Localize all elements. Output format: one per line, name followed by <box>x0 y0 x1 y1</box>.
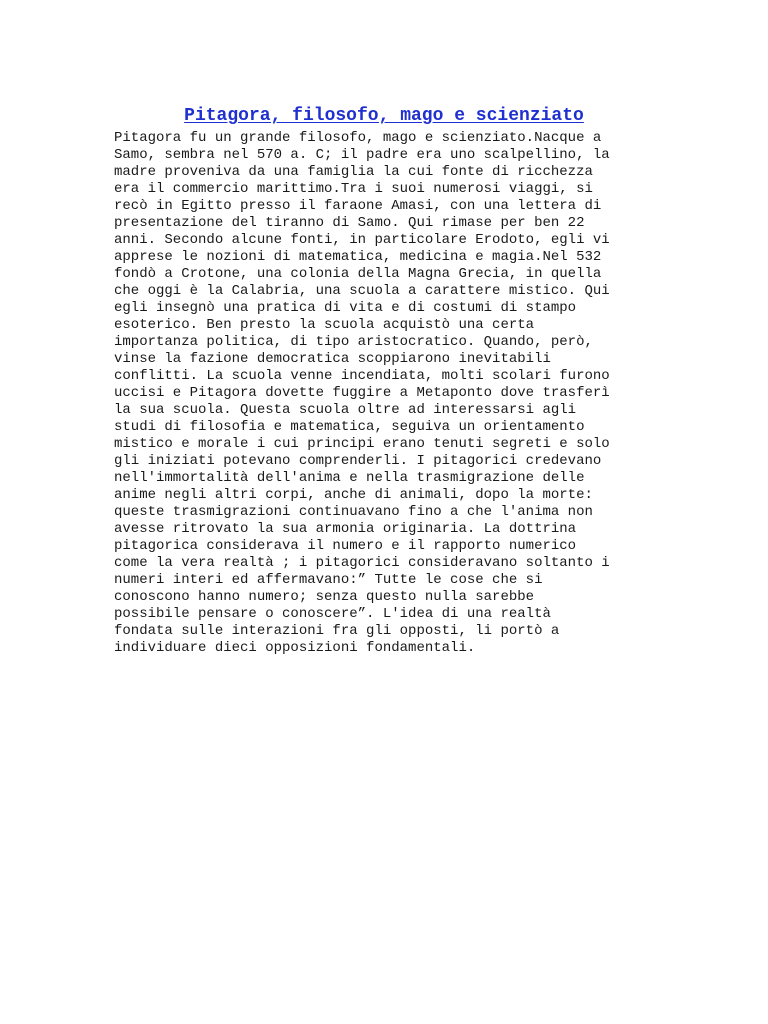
body-text-line: come la vera realtà ; i pitagorici consideravano soltanto i <box>114 555 610 571</box>
body-text-line: possibile pensare o conoscere”. L'idea di una realtà <box>114 606 551 622</box>
body-text-line: recò in Egitto presso il faraone Amasi, con una lettera di <box>114 198 602 214</box>
body-text-line: la sua scuola. Questa scuola oltre ad interessarsi agli <box>114 402 577 418</box>
body-text-line: era il commercio marittimo.Tra i suoi numerosi viaggi, si <box>114 181 593 197</box>
body-text-line: fondò a Crotone, una colonia della Magna Grecia, in quella <box>114 266 602 282</box>
document-title: Pitagora, filosofo, mago e scienziato <box>184 106 584 126</box>
body-text-line: madre proveniva da una famiglia la cui fonte di ricchezza <box>114 164 593 180</box>
body-text-line: vinse la fazione democratica scoppiarono inevitabili <box>114 351 551 367</box>
body-text-line: importanza politica, di tipo aristocratico. Quando, però, <box>114 334 593 350</box>
body-text-line: pitagorica considerava il numero e il rapporto numerico <box>114 538 577 554</box>
body-text-line: individuare dieci opposizioni fondamentali. <box>114 640 476 656</box>
body-text-line: esoterico. Ben presto la scuola acquistò una certa <box>114 317 535 333</box>
body-text-line: Pitagora fu un grande filosofo, mago e scienziato.Nacque a <box>114 130 602 146</box>
body-text-line: numeri interi ed affermavano:” Tutte le cose che si <box>114 572 543 588</box>
body-text-line: anime negli altri corpi, anche di animali, dopo la morte: <box>114 487 593 503</box>
body-text-line: conoscono hanno numero; senza questo nulla sarebbe <box>114 589 535 605</box>
body-text-line: apprese le nozioni di matematica, medicina e magia.Nel 532 <box>114 249 602 265</box>
body-text-line: egli insegnò una pratica di vita e di costumi di stampo <box>114 300 577 316</box>
body-text-line: anni. Secondo alcune fonti, in particolare Erodoto, egli vi <box>114 232 610 248</box>
body-text-line: che oggi è la Calabria, una scuola a carattere mistico. Qui <box>114 283 610 299</box>
body-text-line: conflitti. La scuola venne incendiata, molti scolari furono <box>114 368 610 384</box>
body-text-line: presentazione del tiranno di Samo. Qui rimase per ben 22 <box>114 215 585 231</box>
document-body <box>114 130 674 657</box>
body-text-line: Samo, sembra nel 570 a. C; il padre era uno scalpellino, la <box>114 147 610 163</box>
body-text-line: uccisi e Pitagora dovette fuggire a Metaponto dove trasferì <box>114 385 610 401</box>
body-text-line: fondata sulle interazioni fra gli opposti, li portò a <box>114 623 560 639</box>
body-text-line: gli iniziati potevano comprenderli. I pitagorici credevano <box>114 453 602 469</box>
body-text-line: studi di filosofia e matematica, seguiva un orientamento <box>114 419 585 435</box>
body-text-line: avesse ritrovato la sua armonia originaria. La dottrina <box>114 521 577 537</box>
body-text-line: queste trasmigrazioni continuavano fino a che l'anima non <box>114 504 593 520</box>
body-text-line: nell'immortalità dell'anima e nella trasmigrazione delle <box>114 470 585 486</box>
body-text-line: mistico e morale i cui principi erano tenuti segreti e solo <box>114 436 610 452</box>
